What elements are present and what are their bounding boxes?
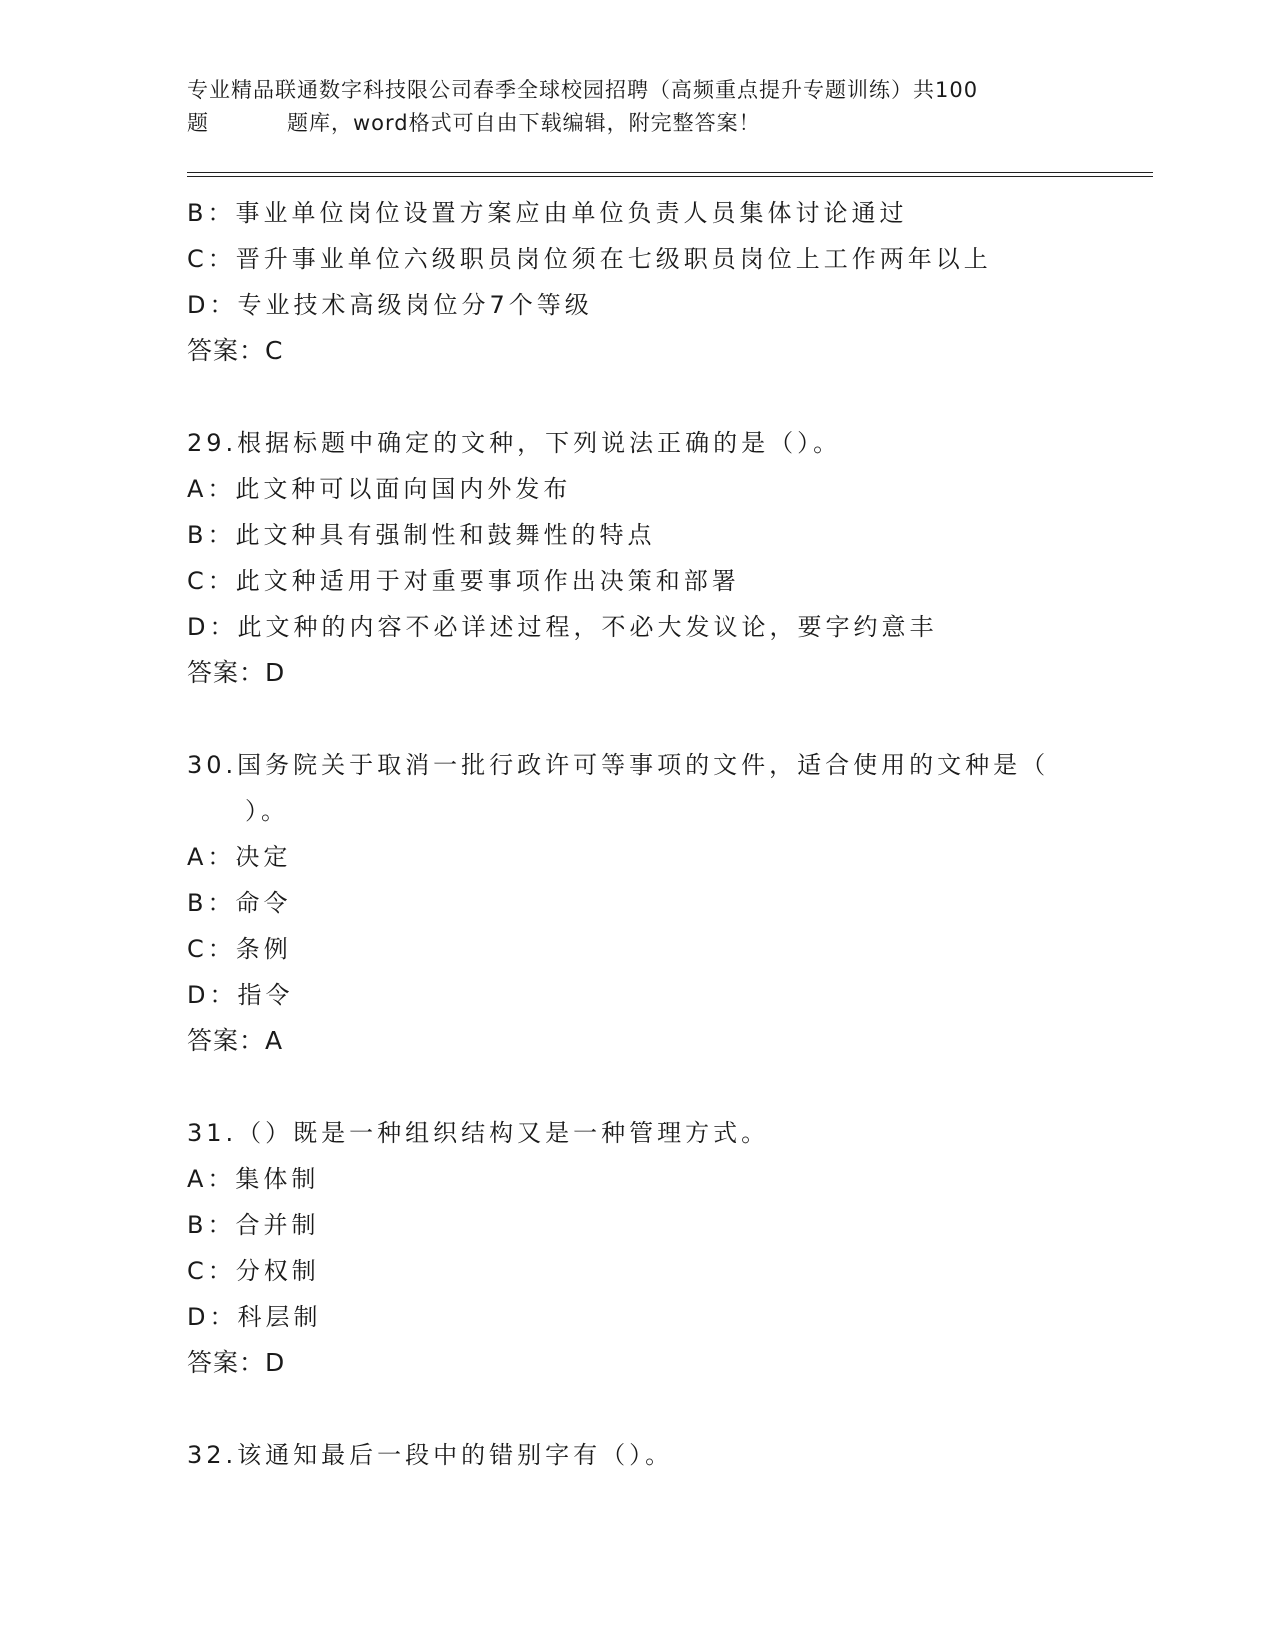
option-line: C：此文种适用于对重要事项作出决策和部署 [187, 567, 740, 595]
answer-line: 答案：A [187, 1026, 284, 1055]
question-stem: 30.国务院关于取消一批行政许可等事项的文件，适合使用的文种是（ [187, 751, 1050, 779]
option-line: A：集体制 [187, 1165, 320, 1193]
spacer [187, 696, 1087, 742]
answer-line: 答案：D [187, 658, 286, 687]
question-block [187, 1110, 1087, 1386]
option-line: A：此文种可以面向国内外发布 [187, 475, 572, 503]
option-line: B：合并制 [187, 1211, 320, 1239]
option-line: B：此文种具有强制性和鼓舞性的特点 [187, 521, 656, 549]
option-line: D：专业技术高级岗位分7个等级 [187, 291, 593, 319]
question-stem-continuation: ）。 [245, 797, 289, 825]
header-line-2-text: 题库，word格式可自由下载编辑，附完整答案！ [287, 111, 761, 135]
spacer [187, 1064, 1087, 1110]
answer-line: 答案：C [187, 336, 284, 365]
header-divider-bottom [187, 176, 1153, 177]
option-line: B：事业单位岗位设置方案应由单位负责人员集体讨论通过 [187, 199, 908, 227]
option-line: D：此文种的内容不必详述过程，不必大发议论，要字约意丰 [187, 613, 938, 641]
header-line-2-prefix: 题 [187, 111, 209, 135]
header-line-1: 专业精品联通数字科技限公司春季全球校园招聘（高频重点提升专题训练）共100 [187, 78, 979, 102]
question-stem: 32.该通知最后一段中的错别字有（）。 [187, 1441, 674, 1469]
prev-question [187, 190, 1087, 374]
option-line: C：晋升事业单位六级职员岗位须在七级职员岗位上工作两年以上 [187, 245, 992, 273]
spacer [187, 1386, 1087, 1432]
page-header [187, 74, 1087, 140]
question-block [187, 1432, 1087, 1478]
document-body [187, 190, 1087, 1478]
header-divider-top [187, 172, 1153, 173]
option-line: C：分权制 [187, 1257, 320, 1285]
option-line: B：命令 [187, 889, 292, 917]
question-block [187, 420, 1087, 696]
header-line-2 [187, 107, 1087, 140]
question-block [187, 742, 1087, 1064]
question-stem: 31.（）既是一种组织结构又是一种管理方式。 [187, 1119, 770, 1147]
spacer [187, 374, 1087, 420]
option-line: D：科层制 [187, 1303, 322, 1331]
option-line: A：决定 [187, 843, 292, 871]
option-line: C：条例 [187, 935, 292, 963]
question-stem: 29.根据标题中确定的文种，下列说法正确的是（）。 [187, 429, 842, 457]
option-line: D：指令 [187, 981, 294, 1009]
answer-line: 答案：D [187, 1348, 286, 1377]
